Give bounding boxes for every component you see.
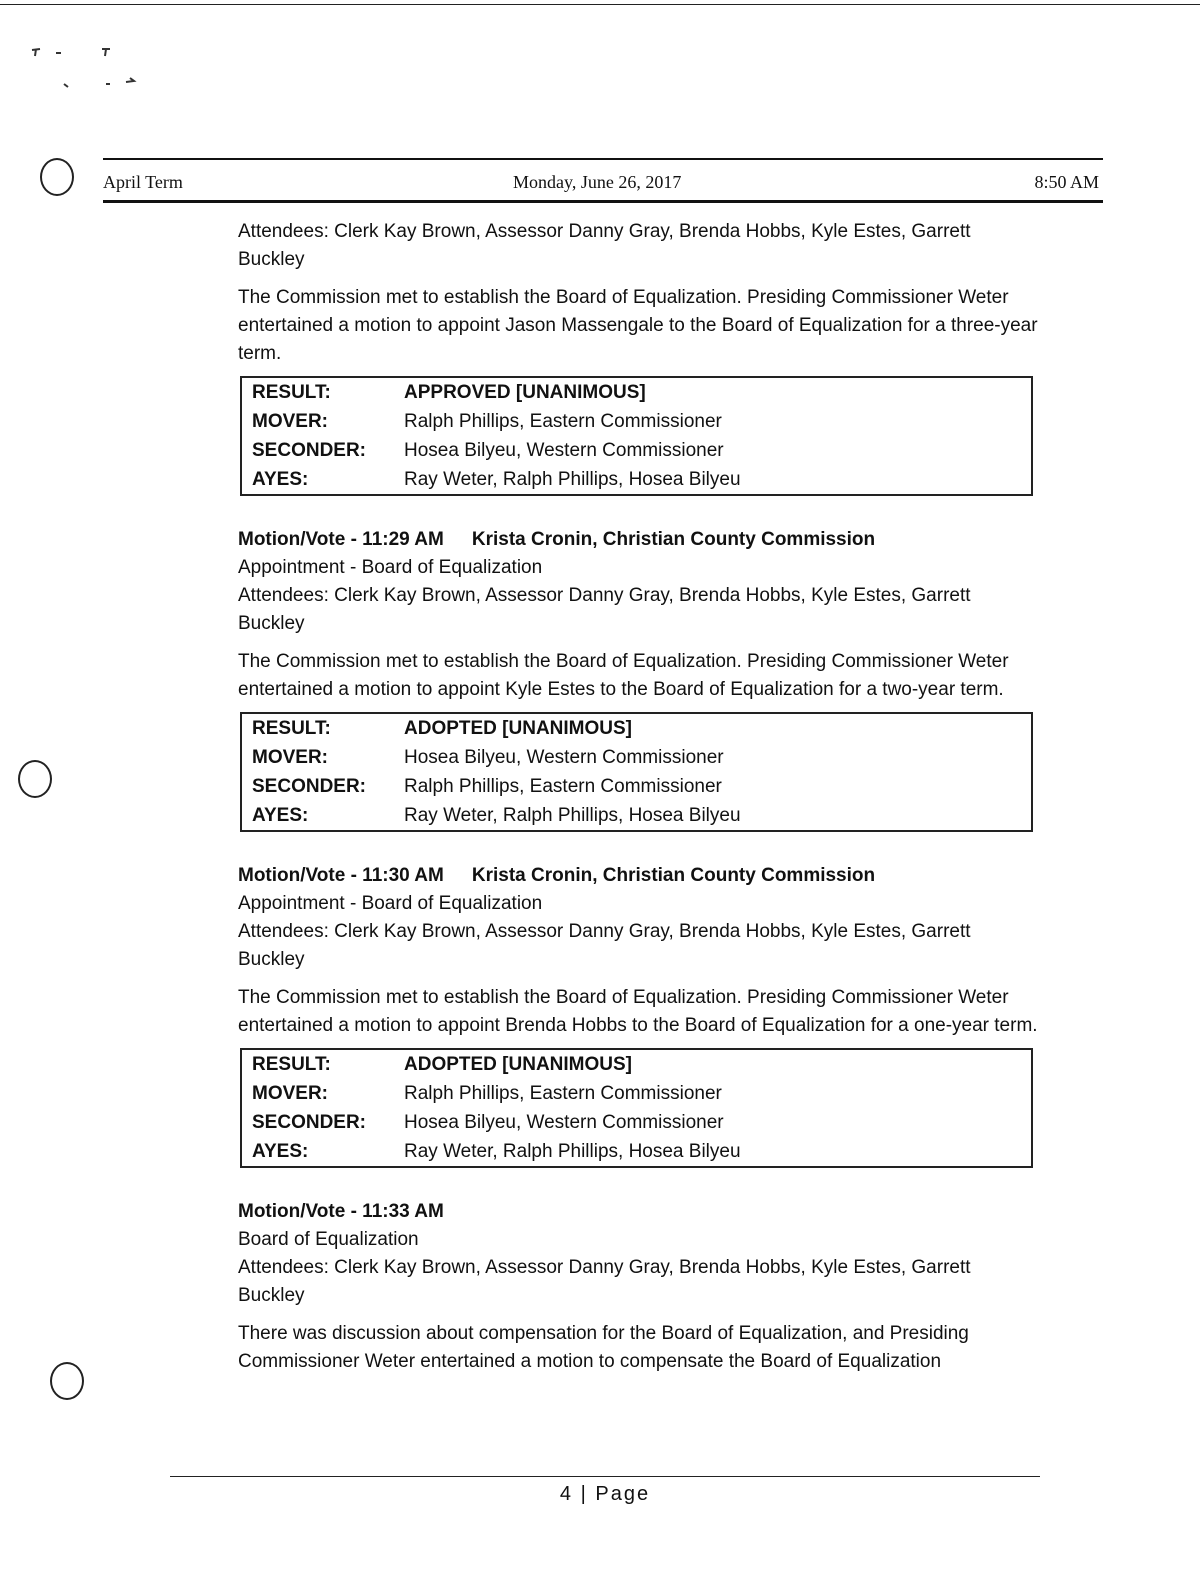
motion-presenter: Krista Cronin, Christian County Commission bbox=[471, 865, 876, 886]
motion-description: The Commission met to establish the Board of Equalization. Presiding Commissioner Weter entertained a motion to appoint Kyle Estes to the Board of Equalization for a two-year term. bbox=[238, 651, 1009, 700]
motion-label: Motion/Vote - 11:30 AM bbox=[238, 865, 444, 886]
motion-subject: Board of Equalization bbox=[238, 1229, 419, 1250]
vote-value: Hosea Bilyeu, Western Commissioner bbox=[404, 746, 724, 768]
vote-key: AYES: bbox=[252, 1140, 309, 1162]
vote-value: Ray Weter, Ralph Phillips, Hosea Bilyeu bbox=[404, 804, 741, 826]
motion-title bbox=[238, 526, 1038, 554]
vote-value: APPROVED [UNANIMOUS] bbox=[404, 381, 646, 403]
vote-row-result bbox=[241, 713, 1032, 743]
attendees-line: Attendees: Clerk Kay Brown, Assessor Danny Gray, Brenda Hobbs, Kyle Estes, Garrett Buckley bbox=[238, 585, 971, 634]
footer-rule bbox=[170, 1476, 1040, 1477]
vote-row-seconder bbox=[241, 436, 1032, 465]
header-top-rule bbox=[103, 158, 1103, 160]
vote-value: Ray Weter, Ralph Phillips, Hosea Bilyeu bbox=[404, 468, 741, 490]
motion-section bbox=[238, 218, 1038, 496]
vote-table bbox=[240, 376, 1033, 496]
vote-value: Hosea Bilyeu, Western Commissioner bbox=[404, 439, 724, 461]
vote-value: ADOPTED [UNANIMOUS] bbox=[404, 717, 632, 739]
vote-value: Ralph Phillips, Eastern Commissioner bbox=[404, 410, 722, 432]
page-header bbox=[103, 168, 1103, 196]
vote-table bbox=[240, 712, 1033, 832]
vote-key: MOVER: bbox=[252, 1082, 328, 1104]
vote-row-ayes bbox=[241, 465, 1032, 495]
vote-value: Ralph Phillips, Eastern Commissioner bbox=[404, 775, 722, 797]
attendees-line: Attendees: Clerk Kay Brown, Assessor Danny Gray, Brenda Hobbs, Kyle Estes, Garrett Buckley bbox=[238, 1257, 971, 1306]
vote-key: SECONDER: bbox=[252, 439, 367, 461]
vote-row-result bbox=[241, 377, 1032, 407]
motion-section bbox=[238, 526, 1038, 832]
motion-subject: Appointment - Board of Equalization bbox=[238, 557, 543, 578]
motion-title bbox=[238, 862, 1038, 890]
header-bottom-rule bbox=[103, 200, 1103, 203]
motion-description: The Commission met to establish the Board of Equalization. Presiding Commissioner Weter entertained a motion to appoint Jason Massengale to the Board of Equalization for a three-year term. bbox=[238, 287, 1038, 364]
vote-row-mover bbox=[241, 1079, 1032, 1108]
motion-label: Motion/Vote - 11:29 AM bbox=[238, 529, 444, 550]
motion-description: The Commission met to establish the Board of Equalization. Presiding Commissioner Weter entertained a motion to appoint Brenda Hobbs to the Board of Equalization for a one-year term. bbox=[238, 987, 1038, 1036]
motion-description: There was discussion about compensation for the Board of Equalization, and Presiding Commissioner Weter entertained a motion to compensate the Board of Equalization bbox=[238, 1323, 969, 1372]
header-date: Monday, June 26, 2017 bbox=[513, 172, 682, 192]
vote-row-mover bbox=[241, 743, 1032, 772]
vote-row-ayes bbox=[241, 1137, 1032, 1167]
attendees-line: Attendees: Clerk Kay Brown, Assessor Danny Gray, Brenda Hobbs, Kyle Estes, Garrett Buckley bbox=[238, 921, 971, 970]
motion-section bbox=[238, 1198, 1038, 1376]
vote-value: Hosea Bilyeu, Western Commissioner bbox=[404, 1111, 724, 1133]
motion-subject: Appointment - Board of Equalization bbox=[238, 893, 543, 914]
motion-label: Motion/Vote - 11:33 AM bbox=[238, 1201, 444, 1222]
vote-key: AYES: bbox=[252, 804, 309, 826]
vote-key: RESULT: bbox=[252, 1053, 331, 1075]
vote-value: Ray Weter, Ralph Phillips, Hosea Bilyeu bbox=[404, 1140, 741, 1162]
attendees-line: Attendees: Clerk Kay Brown, Assessor Danny Gray, Brenda Hobbs, Kyle Estes, Garrett Buckley bbox=[238, 221, 971, 270]
vote-row-seconder bbox=[241, 772, 1032, 801]
vote-key: SECONDER: bbox=[252, 1111, 367, 1133]
vote-row-result bbox=[241, 1049, 1032, 1079]
vote-row-ayes bbox=[241, 801, 1032, 831]
term-label: April Term bbox=[103, 172, 183, 192]
minutes-body bbox=[238, 218, 1038, 1376]
vote-key: MOVER: bbox=[252, 746, 328, 768]
binder-hole-icon bbox=[50, 1362, 84, 1400]
vote-key: AYES: bbox=[252, 468, 309, 490]
binder-hole-icon bbox=[18, 760, 52, 798]
vote-row-mover bbox=[241, 407, 1032, 436]
vote-key: RESULT: bbox=[252, 381, 331, 403]
page-number: 4 | Page bbox=[559, 1483, 651, 1505]
header-time: 8:50 AM bbox=[1034, 172, 1099, 192]
vote-value: ADOPTED [UNANIMOUS] bbox=[404, 1053, 632, 1075]
vote-key: SECONDER: bbox=[252, 775, 367, 797]
scan-artifact-marks bbox=[30, 44, 150, 94]
vote-key: RESULT: bbox=[252, 717, 331, 739]
vote-value: Ralph Phillips, Eastern Commissioner bbox=[404, 1082, 722, 1104]
motion-section bbox=[238, 862, 1038, 1168]
vote-row-seconder bbox=[241, 1108, 1032, 1137]
vote-key: MOVER: bbox=[252, 410, 328, 432]
vote-table bbox=[240, 1048, 1033, 1168]
motion-presenter: Krista Cronin, Christian County Commission bbox=[471, 529, 876, 550]
binder-hole-icon bbox=[40, 158, 74, 196]
motion-title bbox=[238, 1198, 1038, 1226]
scan-top-edge bbox=[0, 4, 1200, 5]
